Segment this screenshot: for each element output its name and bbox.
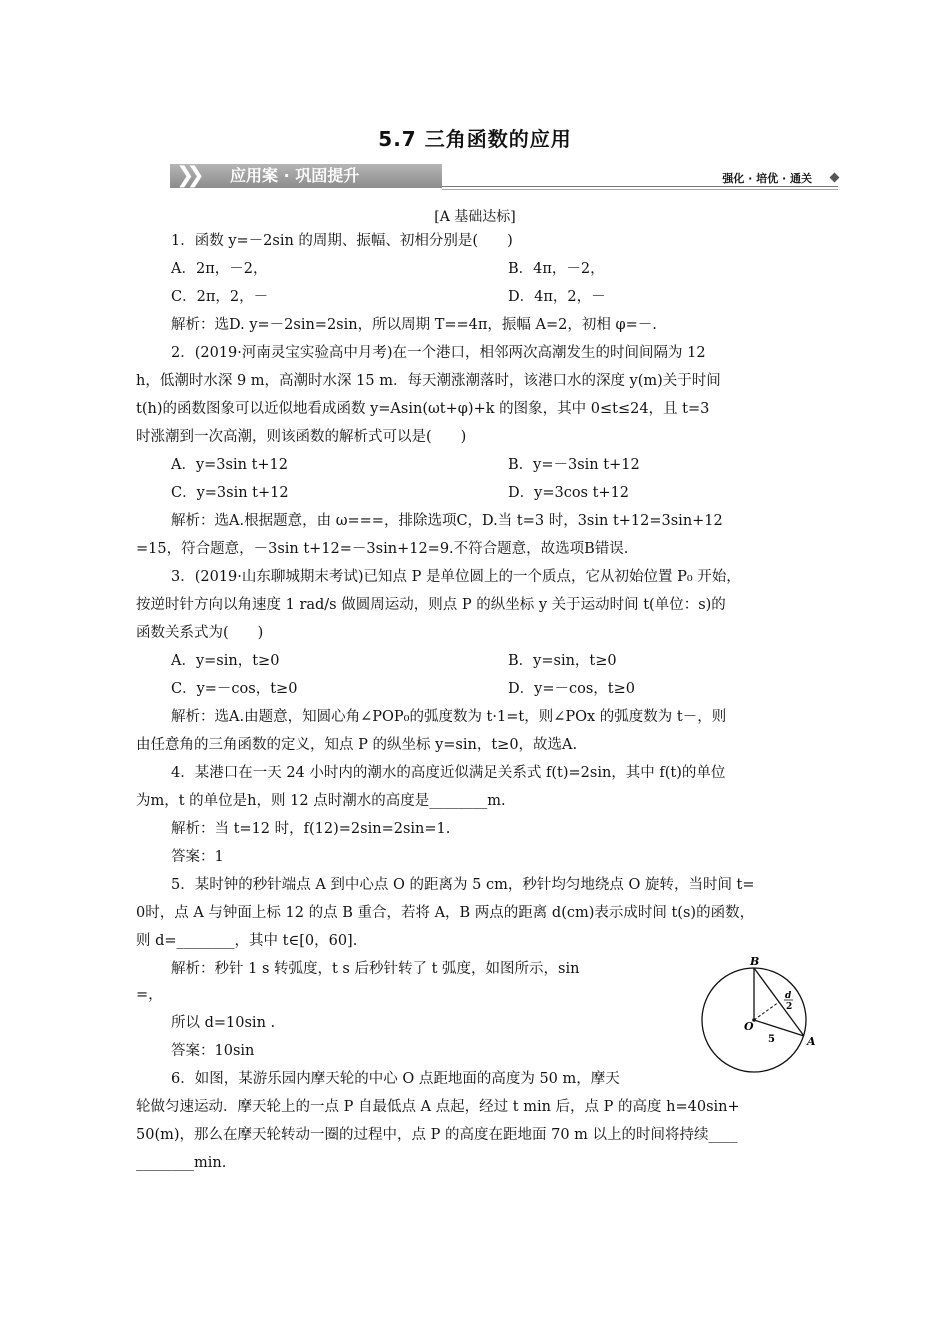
bisector-dashed: [754, 1002, 779, 1020]
q3-option-b: B．y=sin，t≥0: [508, 653, 617, 669]
q1-option-b: B．4π，－2，: [508, 261, 605, 277]
q3-option-d: D．y=－cos，t≥0: [508, 681, 635, 697]
q5-stem-1: 5．某时钟的秒针端点 A 到中心点 O 的距离为 5 cm，秒针均匀地绕点 O 旋转，当时间 t=: [171, 877, 755, 893]
q1-stem: 1．函数 y=－2sin 的周期、振幅、初相分别是( ): [171, 233, 513, 249]
q2-option-d: D．y=3cos t+12: [508, 485, 630, 501]
q3-solution-1: 解析：选A.由题意，知圆心角∠POP₀的弧度数为 t·1=t，则∠POx 的弧度数为 t－，则: [171, 709, 727, 725]
q2-stem-1: 2．(2019·河南灵宝实验高中月考)在一个港口，相邻两次高潮发生的时间间隔为 12: [171, 345, 706, 361]
q5-solution-2: =，: [136, 987, 163, 1003]
q5-solution-3: 所以 d=10sin .: [171, 1015, 276, 1031]
clock-figure: [700, 952, 830, 1082]
label-a: A: [807, 1035, 816, 1048]
q5-stem-3: 则 d=________，其中 t∈[0，60].: [136, 933, 358, 949]
q6-stem-2: 轮做匀速运动．摩天轮上的一点 P 自最低点 A 点起，经过 t min 后，点 P 的高度 h=40sin+: [136, 1099, 740, 1115]
q5-stem-2: 0时，点 A 与钟面上标 12 的点 B 重合，若将 A，B 两点的距离 d(cm)表示成时间 t(s)的函数，: [136, 905, 755, 921]
q6-stem-1: 6．如图，某游乐园内摩天轮的中心 O 点距地面的高度为 50 m，摩天: [171, 1071, 620, 1087]
q3-stem-1: 3．(2019·山东聊城期末考试)已知点 P 是单位圆上的一个质点，它从初始位置 P₀ 开始，: [171, 569, 741, 585]
segment-oa: [754, 1020, 804, 1036]
diamond-icon: [830, 173, 840, 183]
section-heading: [A 基础达标]: [434, 209, 516, 225]
page-title: 5.7 三角函数的应用: [378, 127, 572, 151]
q2-stem-4: 时涨潮到一次高潮，则该函数的解析式可以是( ): [136, 429, 467, 445]
label-5: 5: [768, 1034, 775, 1045]
q2-option-a: A．y=3sin t+12: [171, 457, 288, 473]
q2-option-b: B．y=－3sin t+12: [508, 457, 640, 473]
q3-stem-2: 按逆时针方向以角速度 1 rad/s 做圆周运动，则点 P 的纵坐标 y 关于运动时间 t(单位：s)的: [136, 597, 726, 613]
q2-stem-2: h，低潮时水深 9 m，高潮时水深 15 m．每天潮涨潮落时，该港口水的深度 y(m)关于时间: [136, 373, 721, 389]
q5-answer: 答案：10sin: [171, 1043, 255, 1059]
q2-solution-1: 解析：选A.根据题意，由 ω===，排除选项C，D.当 t=3 时，3sin t+12=3sin+12: [171, 513, 723, 529]
label-2: 2: [786, 1002, 793, 1012]
banner-tagline: 强化 · 培优 · 通关: [722, 172, 812, 185]
q4-solution: 解析：当 t=12 时，f(12)=2sin=2sin=1.: [171, 821, 451, 837]
q1-option-a: A．2π，－2，: [171, 261, 268, 277]
section-banner: [170, 162, 838, 192]
label-d: d: [785, 991, 792, 1001]
q1-option-c: C．2π，2，－: [171, 289, 269, 305]
q1-option-d: D．4π，2，－: [508, 289, 606, 305]
q5-solution-1: 解析：秒针 1 s 转弧度，t s 后秒针转了 t 弧度，如图所示，sin: [171, 961, 580, 977]
q6-stem-3: 50(m)，那么在摩天轮转动一圈的过程中，点 P 的高度在距地面 70 m 以上的时间将持续____: [136, 1127, 738, 1143]
q3-option-c: C．y=－cos，t≥0: [171, 681, 298, 697]
q1-solution: 解析：选D. y=－2sin=2sin，所以周期 T==4π，振幅 A=2，初相 φ=－.: [171, 317, 657, 333]
q3-stem-3: 函数关系式为( ): [136, 625, 264, 641]
q2-option-c: C．y=3sin t+12: [171, 485, 289, 501]
q2-solution-2: =15，符合题意，－3sin t+12=－3sin+12=9.不符合题意，故选项B错误.: [136, 541, 629, 557]
banner-rule-secondary: [442, 189, 838, 190]
q4-stem-1: 4．某港口在一天 24 小时内的潮水的高度近似满足关系式 f(t)=2sin，其中 f(t)的单位: [171, 765, 726, 781]
label-o: O: [744, 1020, 754, 1033]
q4-stem-2: 为m，t 的单位是h，则 12 点时潮水的高度是________m.: [136, 793, 506, 809]
q4-answer: 答案：1: [171, 849, 224, 865]
banner-rule: [442, 186, 838, 187]
banner-label: 应用案 · 巩固提升: [230, 166, 360, 185]
q3-option-a: A．y=sin，t≥0: [171, 653, 280, 669]
label-b: B: [750, 955, 760, 968]
q6-stem-4: ________min.: [136, 1155, 227, 1171]
q3-solution-2: 由任意角的三角函数的定义，知点 P 的纵坐标 y=sin，t≥0，故选A.: [136, 737, 578, 753]
q2-stem-3: t(h)的函数图象可以近似地看成函数 y=Asin(ωt+φ)+k 的图象，其中 0≤t≤24，且 t=3: [136, 401, 710, 417]
chevron-icon: ❯❯: [176, 163, 197, 188]
